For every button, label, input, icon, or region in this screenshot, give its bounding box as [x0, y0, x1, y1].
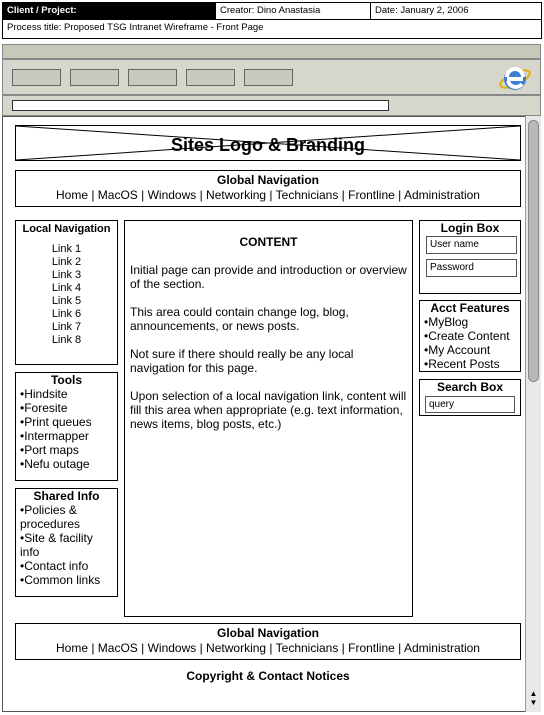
shared-info-item[interactable]: • Site & facility info — [20, 531, 113, 559]
local-nav-link[interactable]: Link 4 — [51, 282, 82, 294]
creator-label: Creator: Dino Anastasia — [215, 2, 371, 20]
site-logo-text: Sites Logo & Branding — [170, 135, 365, 155]
copyright-notice: Copyright & Contact Notices — [186, 669, 350, 683]
footer-global-nav-links[interactable]: Home | MacOS | Windows | Networking | Technicians | Frontline | Administration — [56, 641, 480, 655]
search-box — [419, 379, 521, 416]
process-title: Process title: Proposed TSG Intranet Wireframe - Front Page — [2, 19, 542, 39]
shared-info-list — [16, 503, 117, 587]
search-box-title: Search Box — [436, 380, 504, 394]
shared-info-panel — [15, 488, 118, 597]
account-features-panel — [419, 300, 521, 372]
toolbar-button-2[interactable] — [70, 69, 119, 86]
tools-item[interactable]: • Intermapper — [20, 429, 113, 443]
shared-info-title: Shared Info — [33, 489, 100, 503]
local-nav-link[interactable]: Link 8 — [51, 334, 82, 346]
browser-toolbar — [2, 59, 541, 95]
shared-info-item[interactable]: • Common links — [20, 573, 113, 587]
account-feature-item[interactable]: • Create Content — [424, 329, 516, 343]
tools-item[interactable]: • Port maps — [20, 443, 113, 457]
footer-global-navigation — [15, 623, 521, 660]
footer-global-nav-title: Global Navigation — [216, 626, 319, 640]
content-paragraph: Not sure if there should really be any local navigation for this page. — [130, 347, 354, 375]
account-features-title: Acct Features — [430, 301, 510, 315]
content-paragraph: Upon selection of a local navigation link, content will fill this area when appropriate (e.g. text information, news items, blog posts, etc.) — [130, 389, 407, 431]
scrollbar-thumb[interactable] — [528, 120, 539, 382]
toolbar-button-4[interactable] — [186, 69, 235, 86]
scroll-down-arrow-icon[interactable]: ▼ — [529, 698, 538, 707]
content-area — [124, 220, 413, 617]
local-nav-link[interactable]: Link 6 — [51, 308, 82, 320]
browser-title-bar — [2, 44, 541, 59]
search-input[interactable]: query — [425, 396, 515, 413]
account-feature-item[interactable]: • My Account — [424, 343, 516, 357]
toolbar-button-5[interactable] — [244, 69, 293, 86]
tools-item[interactable]: • Hindsite — [20, 387, 113, 401]
tools-list — [16, 387, 117, 471]
tools-item[interactable]: • Print queues — [20, 415, 113, 429]
toolbar-button-3[interactable] — [128, 69, 177, 86]
account-feature-item[interactable]: • Recent Posts — [424, 357, 516, 371]
shared-info-item[interactable]: • Contact info — [20, 559, 113, 573]
account-feature-item[interactable]: • MyBlog — [424, 315, 516, 329]
login-box — [419, 220, 521, 294]
content-paragraph: This area could contain change log, blog, announcements, or news posts. — [130, 305, 349, 333]
scroll-up-arrow-icon[interactable]: ▲ — [529, 689, 538, 698]
global-nav-title: Global Navigation — [216, 173, 319, 187]
content-title: CONTENT — [239, 235, 298, 249]
local-nav-links — [16, 243, 117, 347]
login-box-title: Login Box — [440, 221, 500, 235]
vertical-scrollbar[interactable] — [525, 116, 541, 712]
content-body — [125, 263, 412, 431]
tools-panel — [15, 372, 118, 481]
global-navigation — [15, 170, 521, 207]
toolbar-button-1[interactable] — [12, 69, 61, 86]
client-project-label: Client / Project: — [2, 2, 216, 20]
local-nav-link[interactable]: Link 1 — [51, 243, 82, 255]
tools-item[interactable]: • Foresite — [20, 401, 113, 415]
account-features-list — [420, 315, 520, 371]
content-paragraph: Initial page can provide and introduction or overview of the section. — [130, 263, 407, 291]
tools-item[interactable]: • Nefu outage — [20, 457, 113, 471]
local-nav-link[interactable]: Link 3 — [51, 269, 82, 281]
username-field[interactable]: User name — [426, 236, 517, 254]
site-logo-banner[interactable] — [15, 125, 521, 161]
password-field[interactable]: Password — [426, 259, 517, 277]
local-nav-title: Local Navigation — [22, 223, 111, 235]
address-bar-row — [2, 95, 541, 116]
ie-logo-icon — [498, 62, 532, 94]
shared-info-item[interactable]: • Policies & procedures — [20, 503, 113, 531]
local-nav-link[interactable]: Link 5 — [51, 295, 82, 307]
tools-title: Tools — [50, 373, 83, 387]
date-label: Date: January 2, 2006 — [370, 2, 542, 20]
local-navigation — [15, 220, 118, 365]
local-nav-link[interactable]: Link 7 — [51, 321, 82, 333]
local-nav-link[interactable]: Link 2 — [51, 256, 82, 268]
address-field[interactable] — [12, 100, 389, 111]
global-nav-links[interactable]: Home | MacOS | Windows | Networking | Technicians | Frontline | Administration — [56, 188, 480, 202]
